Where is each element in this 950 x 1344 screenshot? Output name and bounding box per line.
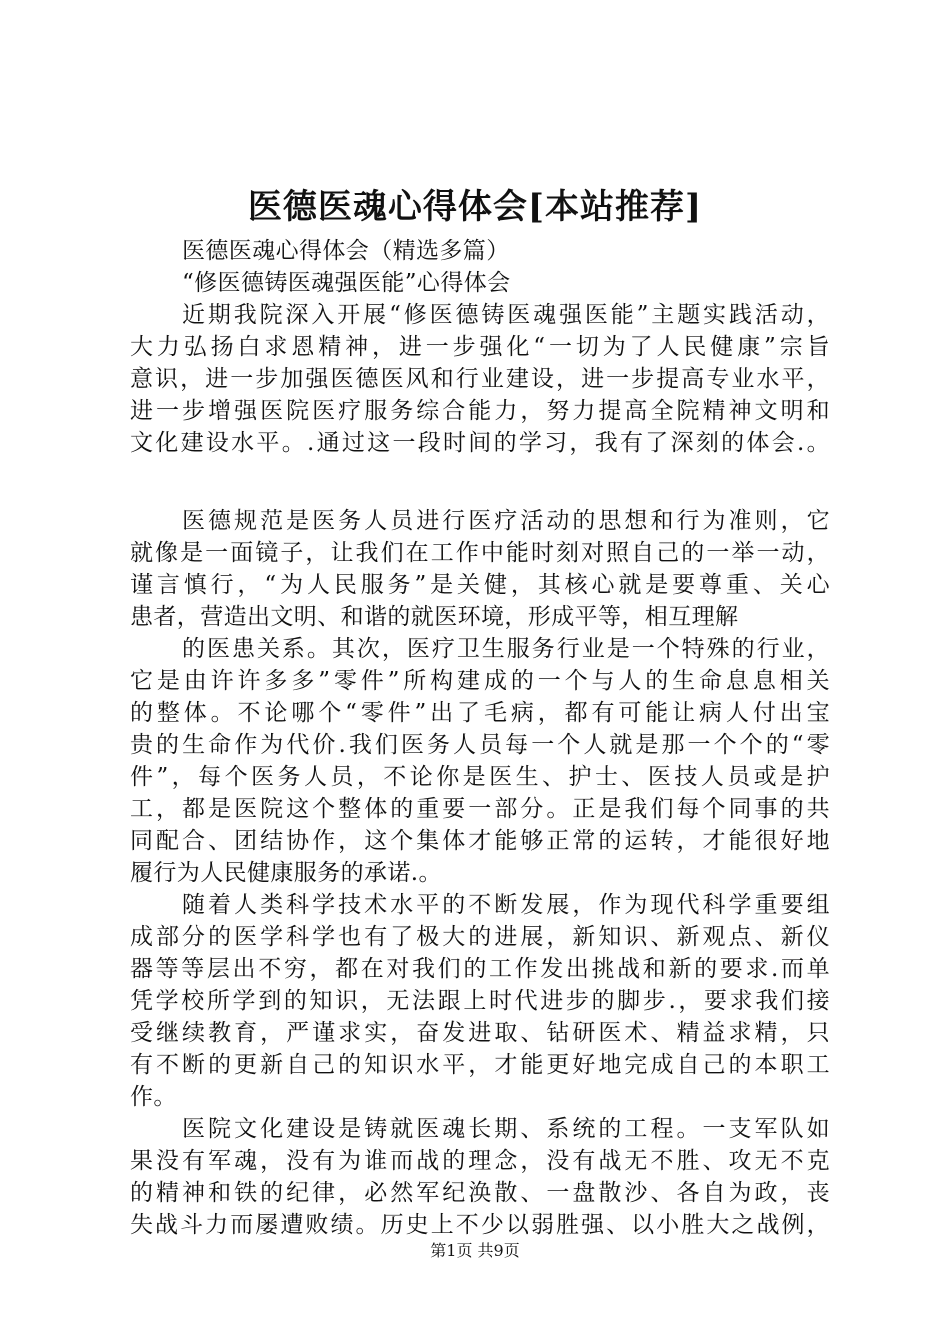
document-subtitle: 医德医魂心得体会（精选多篇） — [182, 238, 510, 264]
text-line: 同配合、团结协作，这个集体才能够正常的运转，才能很好地 — [130, 828, 830, 854]
section-title: “修医德铸医魂强医能”心得体会 — [182, 270, 511, 296]
text-line: 工，都是医院这个整体的重要一部分。正是我们每个同事的共 — [130, 796, 830, 822]
text-line: 随着人类科学技术水平的不断发展，作为现代科学重要组 — [182, 892, 830, 918]
text-line: 的医患关系。其次，医疗卫生服务行业是一个特殊的行业， — [182, 636, 830, 662]
document-title: 医德医魂心得体会[本站推荐] — [247, 187, 703, 227]
text-line: 器等等层出不穷，都在对我们的工作发出挑战和新的要求.而单 — [130, 956, 830, 982]
text-line: 医院文化建设是铸就医魂长期、系统的工程。一支军队如 — [182, 1116, 830, 1142]
blank-line — [130, 459, 830, 505]
text-line: 它是由许许多多”零件”所构建成的一个与人的生命息息相关 — [130, 668, 830, 694]
text-line: 的精神和铁的纪律，必然军纪涣散、一盘散沙、各自为政，丧 — [130, 1180, 830, 1206]
text-line: 成部分的医学科学也有了极大的进展，新知识、新观点、新仪 — [130, 924, 830, 950]
page-footer: 第1页 共9页 — [430, 1241, 520, 1260]
text-line: 谨言慎行，“为人民服务”是关健，其核心就是要尊重、关心 — [130, 572, 830, 598]
text-line: 凭学校所学到的知识，无法跟上时代进步的脚步.，要求我们接 — [130, 988, 830, 1014]
text-line: 医德规范是医务人员进行医疗活动的思想和行为准则，它 — [182, 508, 830, 534]
text-line: 文化建设水平。.通过这一段时间的学习，我有了深刻的体会.。 — [130, 430, 830, 456]
text-line: 进一步增强医院医疗服务综合能力，努力提高全院精神文明和 — [130, 398, 830, 424]
text-line: 履行为人民健康服务的承诺.。 — [130, 860, 442, 886]
text-line: 有不断的更新自己的知识水平，才能更好地完成自己的本职工 — [130, 1052, 830, 1078]
text-line: 作。 — [130, 1084, 177, 1110]
text-line: 就像是一面镜子，让我们在工作中能时刻对照自己的一举一动， — [130, 540, 830, 566]
text-line: 近期我院深入开展“修医德铸医魂强医能”主题实践活动， — [182, 302, 830, 328]
text-line: 贵的生命作为代价.我们医务人员每一个人就是那一个个的“零 — [130, 732, 830, 758]
text-line: 大力弘扬白求恩精神，进一步强化“一切为了人民健康”宗旨 — [130, 334, 830, 360]
text-line: 意识，进一步加强医德医风和行业建设，进一步提高专业水平， — [130, 366, 830, 392]
text-line: 果没有军魂，没有为谁而战的理念，没有战无不胜、攻无不克 — [130, 1148, 830, 1174]
text-line: 受继续教育，严谨求实，奋发进取、钻研医术、精益求精，只 — [130, 1020, 830, 1046]
text-line: 患者，营造出文明、和谐的就医环境，形成平等，相互理解 — [130, 604, 739, 630]
text-line: 失战斗力而屡遭败绩。历史上不少以弱胜强、以小胜大之战例， — [130, 1212, 830, 1238]
text-line: 的整体。不论哪个“零件”出了毛病，都有可能让病人付出宝 — [130, 700, 830, 726]
text-line: 件”，每个医务人员，不论你是医生、护士、医技人员或是护 — [130, 764, 830, 790]
document-body — [130, 235, 830, 1241]
paragraph-lines — [130, 299, 830, 1241]
